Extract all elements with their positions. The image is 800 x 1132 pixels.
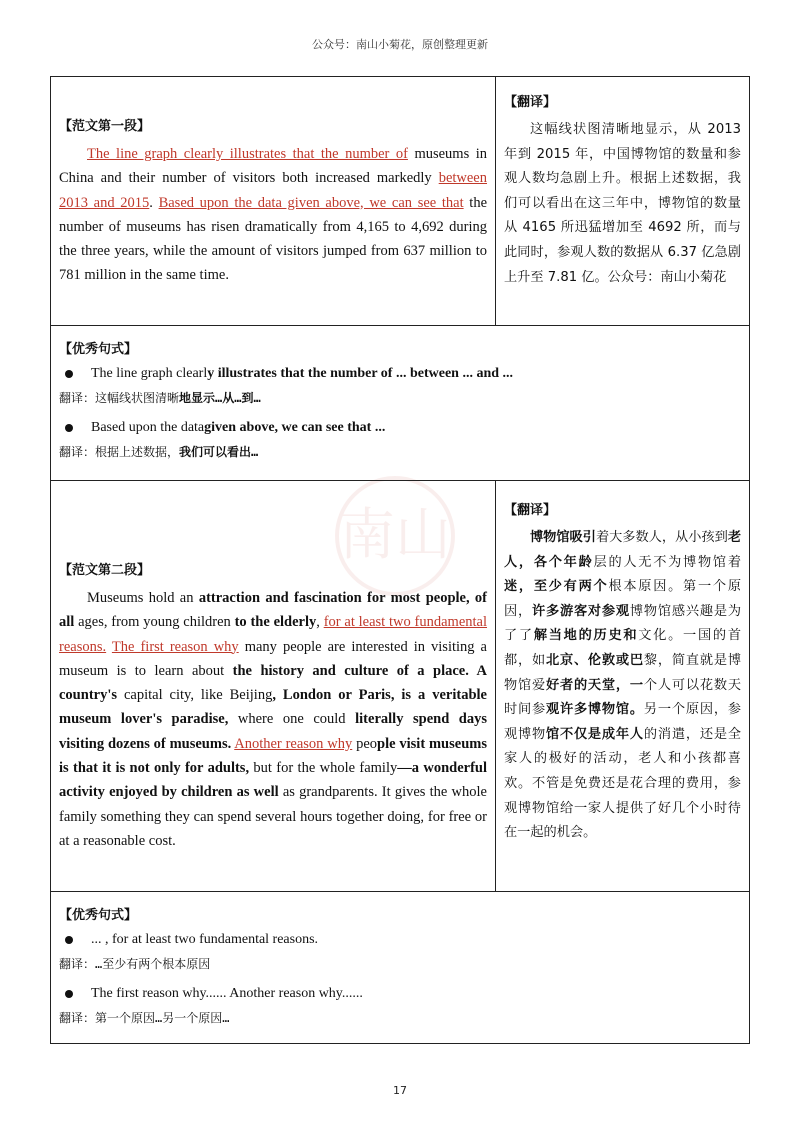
- page-header: 公众号：南山小菊花，原创整理更新: [312, 38, 488, 51]
- para2-bold-d: to the elderly: [234, 614, 317, 631]
- para2-trans-d: 层的人无不为博物馆着: [593, 554, 742, 570]
- para2-bold-l: literally spend days visiting dozens of museums.: [59, 711, 488, 752]
- page-number: 17: [393, 1084, 407, 1097]
- para2-bold-q: —a wonderful activity enjoyed by children as well: [59, 760, 487, 801]
- sentence-pattern-1-bold: y illustrates that the number of ... between ... and ...: [207, 366, 514, 381]
- para1-translation-title: 【翻译】: [504, 95, 557, 110]
- para2-text-i: capital city, like Beijing: [117, 687, 273, 704]
- sentences2-row: [51, 892, 749, 1043]
- para2-bold-o: ple visit museums is that it is not only for adults,: [59, 735, 487, 777]
- sentences2-title: 【优秀句式】: [59, 908, 138, 923]
- para2-red-phrase-2: The first reason why: [111, 638, 239, 655]
- sentences2-cell: [51, 892, 749, 1043]
- para2-translation-text: [504, 526, 741, 846]
- para2-trans-bold-i: 解当地的历史和: [533, 628, 639, 644]
- para2-trans-bold-c: 老人，各个年龄: [504, 530, 741, 570]
- sentences1-row: [51, 326, 749, 481]
- para1-row: [51, 77, 749, 326]
- sentences1-cell: [51, 326, 749, 480]
- para2-text-k: where one could: [228, 711, 356, 728]
- sentence-translation-1-pre: 翻译：这幅线状图清晰: [59, 391, 180, 405]
- para1-text-b: .: [149, 194, 159, 211]
- content-table: [50, 76, 750, 1044]
- para2-trans-bold-k: 北京、伦敦或巴: [545, 652, 644, 668]
- para1-red-phrase-1: The line graph clearly illustrates that the number of: [87, 146, 408, 162]
- para2-trans-bold-e: 迷，至少有两个: [504, 579, 609, 595]
- sentence-pattern-3: [59, 931, 741, 949]
- para2-trans-bold-q: 馆不仅是成年人: [545, 726, 644, 742]
- para2-trans-b: 着大多数人，从小孩到: [595, 530, 728, 545]
- para2-trans-bold-a: 博物馆吸引: [530, 530, 596, 545]
- sentence-pattern-4: [59, 985, 741, 1003]
- para2-text-c: ages, from young children: [74, 614, 235, 631]
- para2-trans-bold-o: 观许多博物馆。: [545, 702, 644, 718]
- para2-red-phrase-3: Another reason why: [234, 735, 353, 752]
- para2-trans-p: 另一个原因，参观博物: [504, 702, 742, 742]
- sentence-translation-4: 翻译：第一个原因…另一个原因…: [59, 1011, 230, 1025]
- sentence-pattern-1-pre: The line graph clearl: [91, 366, 208, 381]
- sentence-translation-2-pre: 翻译：根据上述数据，: [59, 445, 180, 459]
- para2-trans-bold-m: 好者的天堂，一: [545, 677, 644, 693]
- sentence-translation-2-bold: 我们可以看出…: [179, 445, 259, 459]
- para2-bold-a: attraction and fascination for most people, of all: [59, 590, 487, 631]
- sentence-pattern-1: [59, 365, 741, 383]
- bullet-icon: [65, 936, 73, 944]
- para2-bold-h: the history and culture of a place. A country's: [59, 662, 488, 704]
- sentence-pattern-2-bold: given above, we can see that ...: [204, 420, 386, 435]
- para2-text-e: ,: [316, 614, 324, 631]
- para1-red-phrase-3: Based upon the data given above, we can see that: [158, 194, 464, 211]
- sentence-pattern-2-pre: Based upon the data: [91, 420, 205, 435]
- para1-text-c: the number of museums has risen dramatically from 4,165 to 4,692 during the three years, while the amount of visitors jumped from 637 million to 781 million in the same time.: [59, 194, 488, 284]
- sentence-pattern-4-text: The first reason why...... Another reason why......: [91, 986, 363, 1001]
- para2-trans-f: 根本原因。第一个原因，: [504, 579, 742, 619]
- sentence-pattern-3-text: ... , for at least two fundamental reasons.: [91, 932, 319, 947]
- para2-trans-r: 的消遣，还是全家人的极好的活动，老人和小孩都喜欢。不管是免费还是花合理的费用，参观博物馆给一家人提供了好几个小时待在一起的机会。: [504, 726, 742, 841]
- para1-title: 【范文第一段】: [59, 119, 151, 134]
- sentence-translation-3: 翻译：…至少有两个根本原因: [59, 957, 211, 971]
- sentence-translation-1: [59, 389, 741, 407]
- para2-bold-j: , London or Paris, is a veritable museum lover's paradise,: [59, 687, 487, 728]
- para1-translation-text: 这幅线状图清晰地显示，从 2013 年到 2015 年，中国博物馆的数量和参观人数均急剧上升。根据上述数据，我们可以看出在这三年中，博物馆的数量从 4165 所迅猛增加至 4692 所，而与此同时，参观人数的数据从 6.37 亿急剧上升至 7.81 亿。公众号：南山小菊花: [504, 122, 741, 285]
- para1-red-phrase-2: between 2013 and 2015: [59, 170, 487, 211]
- para1-translation-cell: [496, 77, 749, 325]
- para2-title: 【范文第二段】: [59, 563, 151, 578]
- para2-translation-title: 【翻译】: [504, 503, 557, 518]
- para2-row: [51, 481, 749, 892]
- para2-text-p: but for the whole family: [249, 760, 398, 777]
- para2-trans-l: 黎，简直就是博物馆爱: [504, 652, 742, 693]
- sentence-translation-1-bold: 地显示…从…到…: [179, 391, 261, 405]
- bullet-icon: [65, 990, 73, 998]
- sentence-translation-2: [59, 443, 741, 461]
- para1-text-a: museums in China and their number of visitors both increased markedly: [59, 146, 488, 187]
- para2-trans-j: 文化。一国的首都，如: [504, 628, 742, 668]
- para2-cell: [51, 481, 496, 891]
- sentences1-title: 【优秀句式】: [59, 342, 138, 357]
- para2-red-phrase-1: for at least two fundamental reasons.: [59, 614, 488, 655]
- watermark-text: 南山: [339, 503, 451, 568]
- bullet-icon: [65, 424, 73, 432]
- para2-text-r: as grandparents. It gives the whole family something they can spend several hours together doing, for free or at a reasonable cost.: [59, 784, 487, 849]
- para2-text: [59, 586, 487, 853]
- bullet-icon: [65, 370, 73, 378]
- sentence-pattern-2: [59, 419, 741, 437]
- para2-translation-cell: [496, 481, 749, 891]
- para2-text-a: Museums hold an: [87, 590, 199, 606]
- para2-text-g: many people are interested in visiting a museum is to learn about: [59, 638, 487, 679]
- para2-text-n: peo: [352, 735, 378, 752]
- para1-cell: [51, 77, 496, 325]
- para2-trans-n: 个人可以花数天时间参: [504, 677, 742, 718]
- para1-text: [59, 142, 487, 288]
- para2-trans-bold-g: 许多游客对参观: [531, 603, 630, 619]
- para2-trans-h: 博物馆感兴趣是为了了: [504, 603, 742, 644]
